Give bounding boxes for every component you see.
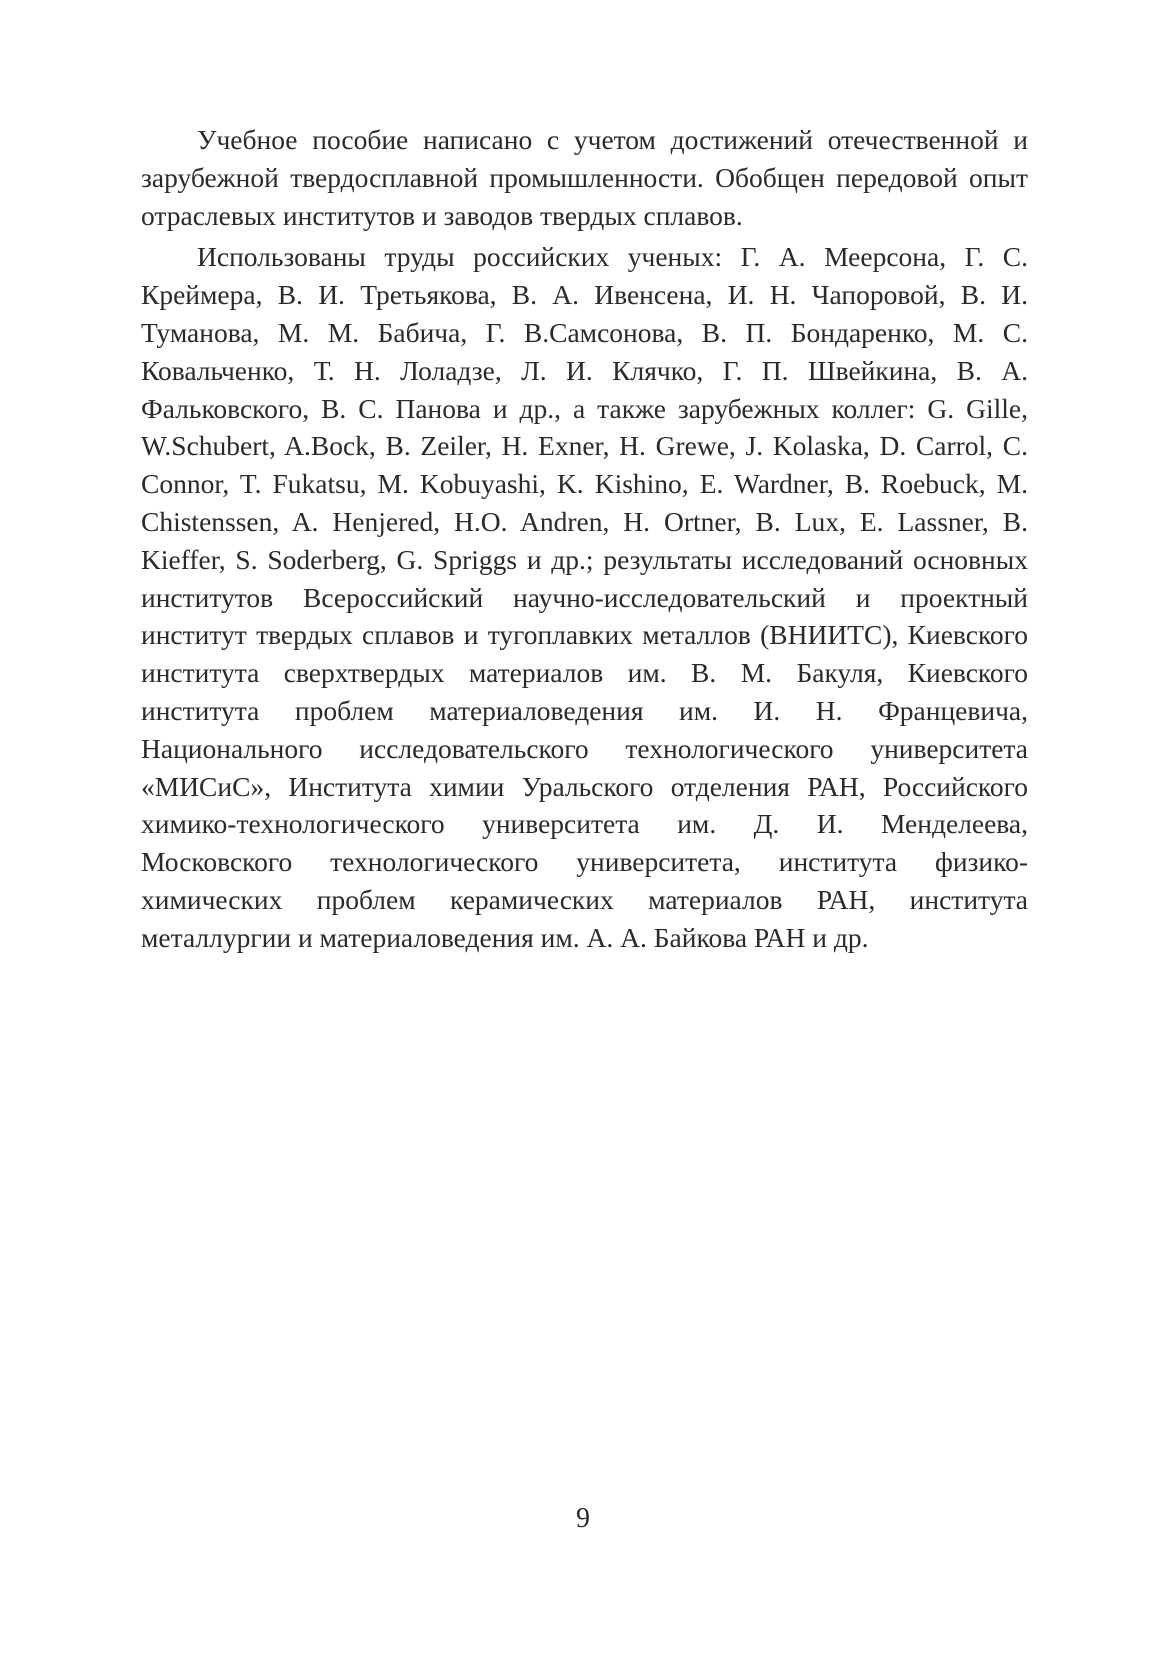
paragraph-sources: Использованы труды российских ученых: Г. А. Меерсона, Г. С. Креймера, В. И. Третьякова, В. А. Ивенсена, И. Н. Чапоровой, В. И. Туманова, М. М. Бабича, Г. В.Самсонова, В. П. Бондаренко, М. С. Ковальченко, Т. Н. Лоладзе, Л. И. Клячко, Г. П. Швейкина, В. А. Фальковского, В. С. Панова и др., а также зарубежных коллег: G. Gille, W.Schubert, A.Bock, B. Zeiler, H. Exner, H. Grewe, J. Kolaska, D. Carrol, C. Connor, T. Fukatsu, M. Kobuyashi, K. Kishino, E. Wardner, B. Roebuck, M. Chistenssen, A. Henjered, H.O. Andren, H. Ortner, B. Lux, E. Lassner, B. Kieffer, S. Soderberg, G. Spriggs и др.; результаты исследований основных институтов Всероссийский научно-исследовательский и проектный институт твердых сплавов и тугоплавких металлов (ВНИИТС), Киевского института сверхтвердых материалов им. В. М. Бакуля, Киевского института проблем материаловедения им. И. Н. Францевича, Национального исследовательского технологического университета «МИСиС», Института химии Уральского отделения РАН, Российского химико-технологического университета им. Д. И. Менделеева, Московского технологического университета, института физико-химических проблем керамических материалов РАН, института металлургии и материаловедения им. А. А. Байкова РАН и др.: [141, 241, 1028, 953]
page-number: 9: [576, 1503, 590, 1534]
body-text: [141, 121, 1028, 957]
paragraph-intro: Учебное пособие написано с учетом достижений отечественной и зарубежной твердосплавной промышленности. Обобщен передовой опыт отраслевых институтов и заводов твердых сплавов.: [141, 124, 1028, 231]
